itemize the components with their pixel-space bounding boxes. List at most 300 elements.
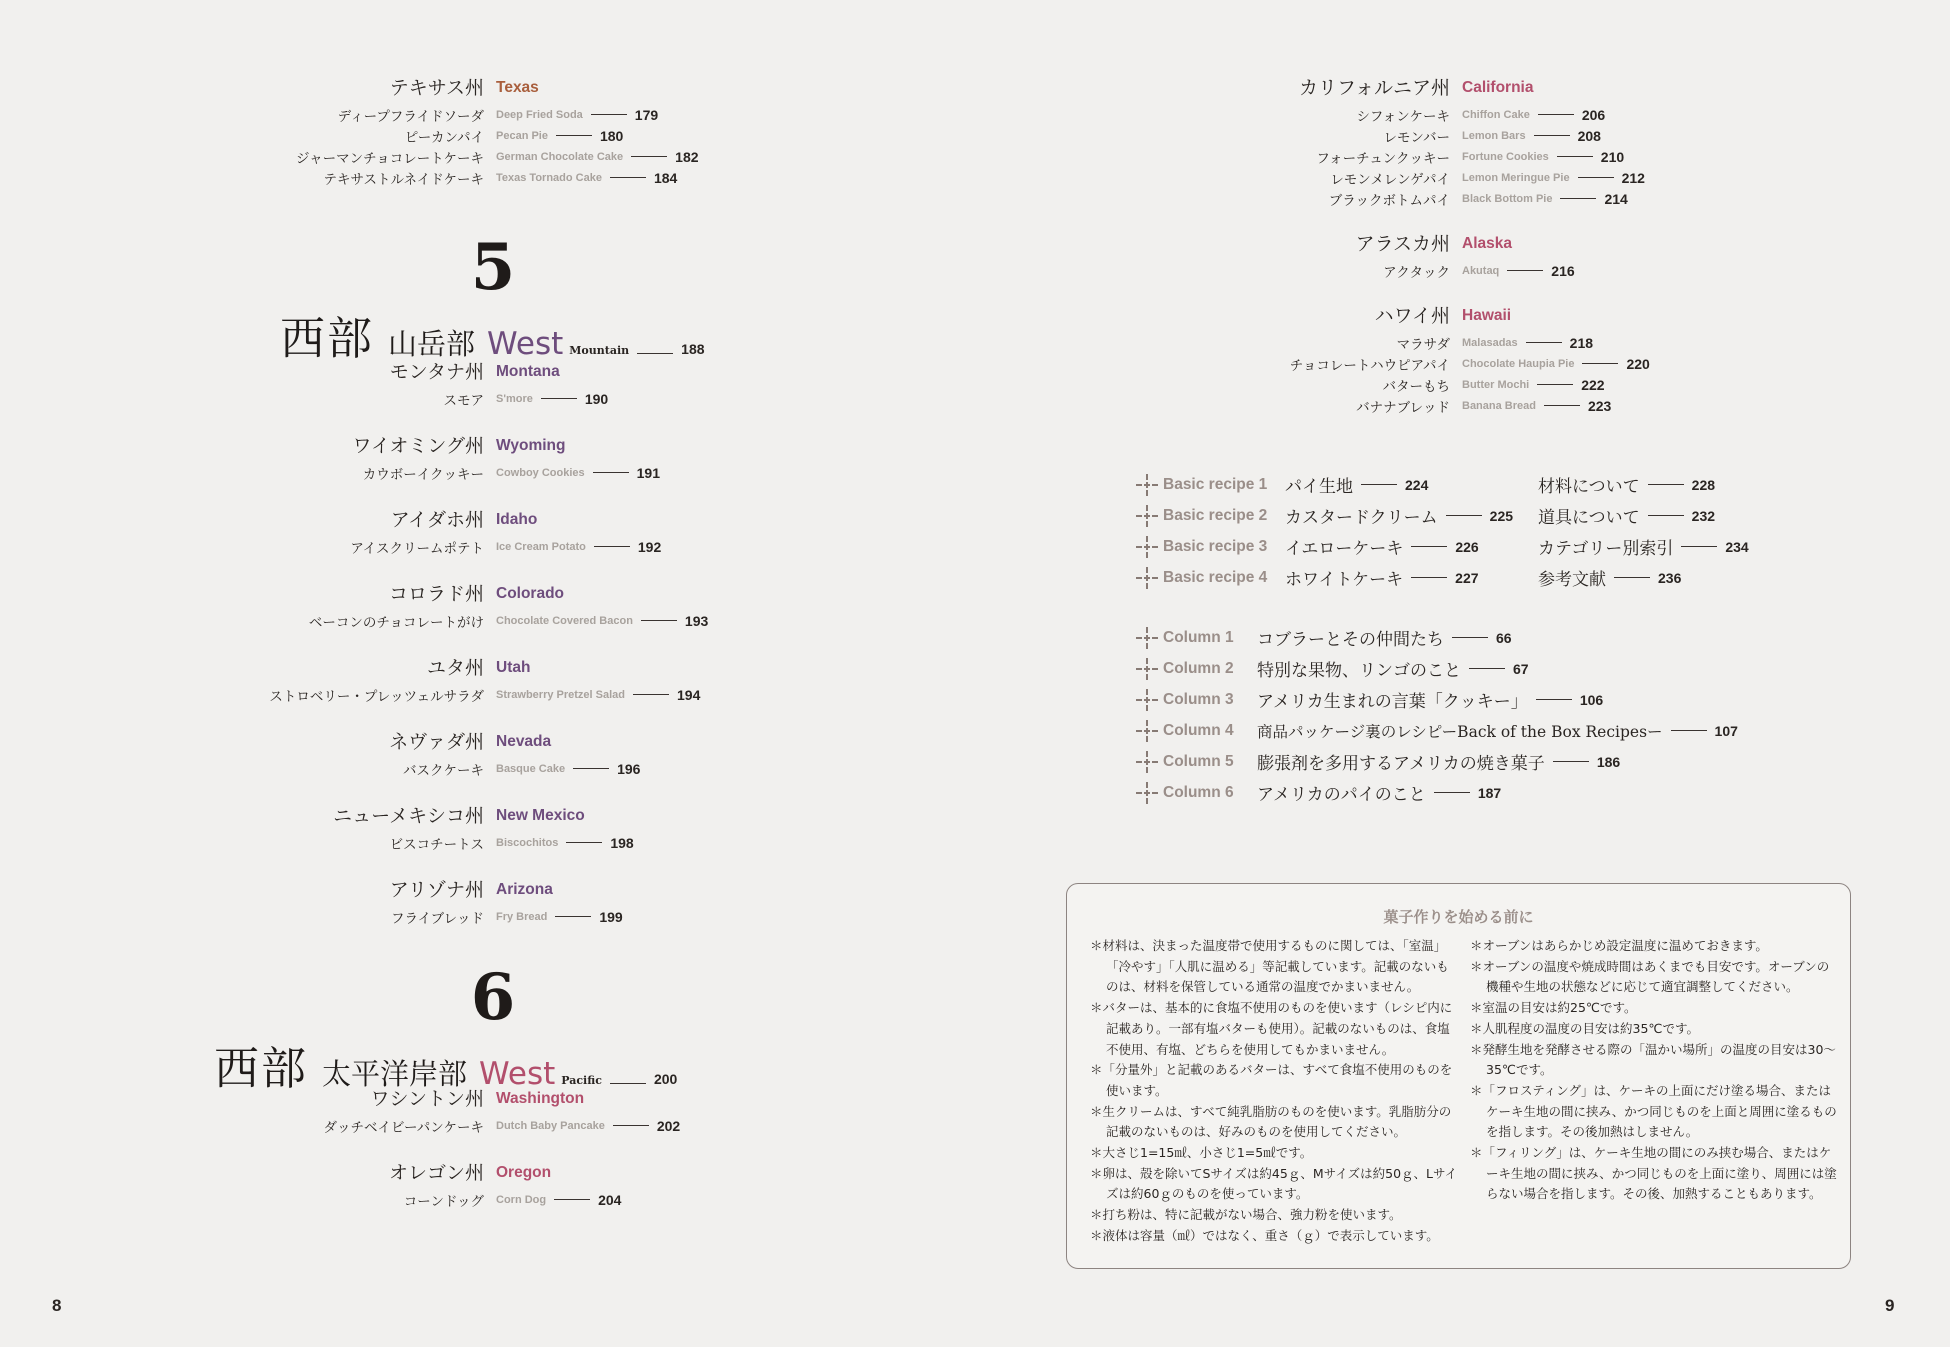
- leader-line: [1469, 668, 1505, 669]
- recipe-entry[interactable]: [224, 684, 708, 705]
- state-name-jp: ニューメキシコ州: [333, 805, 484, 827]
- chapter-number-5: 5: [470, 230, 516, 305]
- recipe-jp: コーンドッグ: [403, 1193, 484, 1210]
- basic-recipe-label: Basic recipe 1: [1163, 475, 1268, 493]
- page-number: 236: [1658, 569, 1682, 586]
- page-number: 192: [637, 538, 662, 555]
- recipe-entry[interactable]: [224, 125, 699, 146]
- dashed-cross-icon: [1136, 689, 1158, 711]
- notes-left-column: [1090, 936, 1458, 1247]
- leader-line: [556, 135, 592, 136]
- recipe-en: Ice Cream Potato: [496, 540, 586, 553]
- note-item: ＊室温の目安は約25℃です。: [1470, 1000, 1637, 1016]
- page-number: 191: [636, 464, 660, 481]
- page-number: 225: [1489, 507, 1514, 524]
- recipe-entry[interactable]: [224, 758, 708, 779]
- state-block: [224, 877, 708, 927]
- chapter-region-sub: 太平洋岸部: [322, 1057, 468, 1091]
- note-item: ＊「フィリング」は、ケーキ生地の間にのみ挟む場合、またはケーキ生地の間に挟み、かつ同じものを上面に塗り、周囲には塗らない場合を指します。その後、加熱することもあります。: [1470, 1145, 1837, 1202]
- page-number: 226: [1455, 538, 1479, 555]
- leader-line: [1411, 546, 1447, 547]
- leader-line: [1560, 198, 1596, 199]
- recipe-jp: フォーチュンクッキー: [1316, 150, 1450, 167]
- recipe-en: Pecan Pie: [496, 129, 548, 142]
- recipe-list: [1188, 332, 1650, 416]
- chapter-sub-en: Pacific: [561, 1074, 602, 1087]
- state-header[interactable]: [224, 803, 708, 829]
- recipe-list: [224, 536, 708, 557]
- page-number: 212: [1621, 169, 1645, 186]
- recipe-entry[interactable]: [224, 462, 708, 483]
- recipe-list: [224, 684, 708, 705]
- dashed-cross-icon: [1136, 627, 1158, 649]
- state-name-en: Alaska: [1462, 235, 1512, 252]
- note-item: ＊大さじ1=15㎖、小さじ1=5㎖です。: [1090, 1145, 1313, 1161]
- note-item: ＊液体は容量（㎖）ではなく、重さ（ｇ）で表示しています。: [1090, 1227, 1439, 1243]
- leader-line: [1557, 156, 1593, 157]
- recipe-en: German Chocolate Cake: [496, 150, 624, 163]
- state-header[interactable]: [224, 1086, 680, 1112]
- recipe-en: Lemon Bars: [1462, 129, 1526, 142]
- state-block: [224, 729, 708, 779]
- leader-line: [1582, 363, 1618, 364]
- state-name-jp: コロラド州: [388, 583, 484, 605]
- recipe-en: Corn Dog: [496, 1193, 547, 1206]
- other-entry-jp: 材料について: [1538, 477, 1640, 497]
- column-label: Column 4: [1163, 721, 1234, 739]
- page-number: 204: [598, 1191, 622, 1208]
- page-number-left: 8: [52, 1296, 62, 1315]
- other-entry[interactable]: [1538, 562, 1749, 593]
- column-label: Column 1: [1163, 628, 1234, 646]
- state-block: [224, 507, 708, 557]
- page-number: 206: [1581, 106, 1606, 123]
- basic-recipe-jp: カスタードクリーム: [1285, 508, 1438, 528]
- leader-line: [1452, 637, 1488, 638]
- state-name-jp: アイダホ州: [390, 509, 484, 531]
- page-number: 190: [584, 390, 609, 407]
- state-name-en: Wyoming: [496, 437, 566, 454]
- state-block: [224, 1160, 680, 1210]
- state-name-jp: アラスカ州: [1355, 233, 1450, 255]
- recipe-en: Dutch Baby Pancake: [496, 1119, 605, 1132]
- recipe-jp: カウボーイクッキー: [362, 466, 484, 483]
- state-name-en: Nevada: [496, 733, 552, 750]
- recipe-jp: チョコレートハウピアパイ: [1289, 357, 1450, 374]
- page-number: 216: [1551, 262, 1575, 279]
- chapter-sub-en: Mountain: [569, 344, 630, 357]
- recipe-entry[interactable]: [1188, 104, 1650, 125]
- state-name-en: New Mexico: [496, 807, 585, 824]
- state-block: [224, 581, 708, 631]
- basic-recipes-list: [1136, 469, 1513, 593]
- recipe-entry[interactable]: [1188, 188, 1650, 209]
- recipe-en: S'more: [496, 392, 533, 405]
- page-number: 187: [1477, 784, 1502, 801]
- recipe-list: [224, 906, 708, 927]
- other-entry[interactable]: [1538, 500, 1749, 531]
- recipe-entry[interactable]: [1188, 353, 1650, 374]
- chapter-word: West: [479, 1056, 556, 1092]
- recipe-jp: バナナブレッド: [1356, 399, 1450, 416]
- page-number: 234: [1725, 538, 1749, 555]
- state-name-jp: アリゾナ州: [389, 879, 484, 901]
- page-number: 202: [656, 1117, 681, 1134]
- recipe-entry[interactable]: [224, 1189, 680, 1210]
- dashed-cross-icon: [1136, 536, 1158, 558]
- note-item: ＊材料は、決まった温度帯で使用するものに関しては、「室温」「冷やす」「人肌に温める」等記載しています。記載のないものは、材料を保管している通常の温度でかまいません。: [1090, 938, 1449, 995]
- recipe-entry[interactable]: [224, 146, 699, 167]
- column-entry[interactable]: [1136, 715, 1738, 746]
- dashed-cross-icon: [1136, 474, 1158, 496]
- page-number: 193: [684, 612, 709, 629]
- leader-line: [610, 1083, 646, 1084]
- note-item: ＊オーブンの温度や焼成時間はあくまでも目安です。オーブンの機種や生地の状態などに応じて適宜調整してください。: [1470, 958, 1830, 995]
- recipe-en: Black Bottom Pie: [1462, 192, 1553, 205]
- column-title: アメリカ生まれの言葉「クッキー」: [1257, 692, 1528, 712]
- recipe-list: [224, 832, 708, 853]
- page-number: 186: [1596, 753, 1621, 770]
- recipe-entry[interactable]: [224, 1115, 680, 1136]
- dashed-cross-icon: [1136, 567, 1158, 589]
- recipe-entry[interactable]: [224, 388, 708, 409]
- mountain-states-list: [224, 359, 708, 927]
- page-number: 199: [599, 908, 623, 925]
- basic-recipe-label: Basic recipe 3: [1163, 537, 1268, 555]
- page-number: 196: [617, 760, 641, 777]
- leader-line: [1411, 577, 1447, 578]
- recipe-entry[interactable]: [1188, 395, 1650, 416]
- recipe-list: [224, 1115, 680, 1136]
- recipe-en: Chocolate Haupia Pie: [1462, 357, 1575, 370]
- state-block: [1188, 303, 1650, 416]
- state-block: [224, 359, 708, 409]
- state-name-en: Colorado: [496, 585, 565, 602]
- state-block: [224, 803, 708, 853]
- page-number: 67: [1513, 660, 1529, 677]
- recipe-entry[interactable]: [1188, 167, 1650, 188]
- state-header[interactable]: [224, 655, 708, 681]
- state-name-jp: モンタナ州: [389, 361, 484, 383]
- state-block: [224, 1086, 680, 1136]
- leader-line: [631, 156, 667, 157]
- basic-recipe-entry[interactable]: [1136, 500, 1513, 531]
- state-name-jp: ネヴァダ州: [389, 731, 484, 753]
- state-name-en: Oregon: [496, 1164, 552, 1181]
- basic-recipe-entry[interactable]: [1136, 469, 1513, 500]
- recipe-jp: スモア: [443, 392, 484, 409]
- recipe-en: Fry Bread: [496, 910, 548, 923]
- basic-recipe-jp: ホワイトケーキ: [1285, 570, 1404, 590]
- leader-line: [1544, 405, 1580, 406]
- recipe-jp: アイスクリームポテト: [350, 540, 484, 557]
- basic-recipe-entry[interactable]: [1136, 531, 1513, 562]
- basic-recipe-label: Basic recipe 2: [1163, 506, 1268, 524]
- leader-line: [613, 1125, 649, 1126]
- leader-line: [1614, 577, 1650, 578]
- leader-line: [566, 842, 602, 843]
- column-entry[interactable]: [1136, 684, 1738, 715]
- state-name-en: Arizona: [496, 881, 553, 898]
- note-item: ＊打ち粉は、特に記載がない場合、強力粉を使います。: [1090, 1207, 1402, 1223]
- state-name-en: Utah: [496, 659, 531, 676]
- note-item: ＊「フロスティング」は、ケーキの上面にだけ塗る場合、またはケーキ生地の間に挟み、かつ同じものを上面と周囲に塗るものを指します。その後加熱はしません。: [1470, 1082, 1837, 1140]
- state-header[interactable]: [224, 433, 708, 459]
- leader-line: [1507, 270, 1543, 271]
- page-number: 184: [653, 169, 678, 186]
- columns-list: [1136, 622, 1738, 808]
- column-entry[interactable]: [1136, 653, 1738, 684]
- recipe-en: Malasadas: [1462, 336, 1518, 349]
- state-block: [1188, 75, 1650, 209]
- page-number: 200: [653, 1071, 678, 1087]
- recipe-jp: ピーカンパイ: [404, 129, 484, 146]
- state-texas: [224, 75, 699, 188]
- dashed-cross-icon: [1136, 782, 1158, 804]
- page-number: 180: [599, 127, 624, 144]
- column-label: Column 6: [1163, 783, 1234, 801]
- column-title: コブラーとその仲間たち: [1257, 630, 1444, 650]
- page-number: 228: [1691, 476, 1716, 493]
- recipe-entry[interactable]: [224, 104, 699, 125]
- basic-recipe-label: Basic recipe 4: [1163, 568, 1268, 586]
- page-number: 188: [681, 341, 705, 357]
- state-header[interactable]: [224, 359, 708, 385]
- column-label: Column 3: [1163, 690, 1234, 708]
- recipe-jp: マラサダ: [1396, 336, 1450, 353]
- dashed-cross-icon: [1136, 720, 1158, 742]
- page-number-right: 9: [1885, 1296, 1895, 1315]
- page-number: 227: [1455, 569, 1479, 586]
- leader-line: [1434, 792, 1470, 793]
- leader-line: [1553, 761, 1589, 762]
- recipe-jp: テキサストルネイドケーキ: [323, 171, 484, 188]
- other-entry-jp: 道具について: [1538, 508, 1640, 528]
- recipe-en: Fortune Cookies: [1462, 150, 1549, 163]
- column-label: Column 2: [1163, 659, 1234, 677]
- page-number: 223: [1587, 397, 1612, 414]
- page-number: 208: [1577, 127, 1601, 144]
- leader-line: [641, 620, 677, 621]
- other-entry[interactable]: [1538, 469, 1749, 500]
- leader-line: [1526, 342, 1562, 343]
- state-name-en: Idaho: [496, 511, 538, 528]
- leader-line: [1538, 114, 1574, 115]
- other-entry-jp: 参考文献: [1538, 570, 1606, 590]
- recipe-jp: ブラックボトムパイ: [1328, 192, 1450, 209]
- page-number: 194: [677, 686, 701, 703]
- recipe-entry[interactable]: [1188, 146, 1650, 167]
- note-item: ＊卵は、殻を除いてSサイズは約45ｇ、Mサイズは約50ｇ、Lサイズは約60ｇのものを使っています。: [1090, 1165, 1458, 1202]
- notes-box: [1066, 883, 1851, 1269]
- column-label: Column 5: [1163, 752, 1234, 770]
- state-header[interactable]: [1188, 231, 1650, 257]
- recipe-jp: ベーコンのチョコレートがけ: [308, 614, 484, 631]
- dashed-cross-icon: [1136, 505, 1158, 527]
- recipe-en: Biscochitos: [496, 836, 559, 849]
- page-number: 232: [1691, 507, 1716, 524]
- leader-line: [637, 353, 673, 354]
- page-number: 179: [634, 106, 659, 123]
- note-item: ＊発酵生地を発酵させる際の「温かい場所」の温度の目安は30〜35℃です。: [1470, 1041, 1836, 1078]
- leader-line: [593, 472, 629, 473]
- leader-line: [573, 768, 609, 769]
- state-header[interactable]: [224, 729, 708, 755]
- column-title: アメリカのパイのこと: [1257, 785, 1426, 805]
- state-name-jp: テキサス州: [389, 77, 484, 99]
- leader-line: [610, 177, 646, 178]
- state-name-jp: ユタ州: [426, 657, 484, 679]
- basic-recipe-entry[interactable]: [1136, 562, 1513, 593]
- state-header[interactable]: [224, 1160, 680, 1186]
- chapter-number-6: 6: [470, 960, 516, 1035]
- recipe-jp: ディープフライドソーダ: [337, 108, 484, 125]
- recipe-entry[interactable]: [1188, 125, 1650, 146]
- state-block: [224, 433, 708, 483]
- state-header[interactable]: [224, 507, 708, 533]
- recipe-list: [224, 388, 708, 409]
- chapter-5-heading[interactable]: [280, 302, 705, 367]
- column-entry[interactable]: [1136, 622, 1738, 653]
- recipe-jp: ジャーマンチョコレートケーキ: [295, 150, 484, 167]
- chapter-region-sub: 山岳部: [388, 327, 476, 361]
- leader-line: [1648, 484, 1684, 485]
- recipe-en: Lemon Meringue Pie: [1462, 171, 1570, 184]
- recipe-en: Deep Fried Soda: [496, 108, 583, 121]
- recipe-en: Akutaq: [1462, 264, 1500, 277]
- note-item: ＊オーブンはあらかじめ設定温度に温めておきます。: [1470, 938, 1768, 953]
- leader-line: [1648, 515, 1684, 516]
- recipe-entry[interactable]: [224, 610, 708, 631]
- page-number: 106: [1579, 691, 1604, 708]
- leader-line: [1578, 177, 1614, 178]
- page-number: 107: [1714, 722, 1738, 739]
- recipe-jp: シフォンケーキ: [1356, 108, 1450, 125]
- basic-recipe-jp: イエローケーキ: [1285, 539, 1404, 559]
- other-entries-list: [1538, 469, 1749, 593]
- recipe-jp: バスクケーキ: [403, 762, 484, 779]
- chapter-region-big: 西部: [280, 312, 375, 365]
- page-number: 222: [1581, 376, 1605, 393]
- state-header[interactable]: [1188, 75, 1650, 101]
- other-entry[interactable]: [1538, 531, 1749, 562]
- recipe-list: [224, 462, 708, 483]
- page-number: 182: [675, 148, 699, 165]
- state-name-en: Montana: [496, 363, 560, 380]
- recipe-en: Texas Tornado Cake: [496, 171, 602, 184]
- state-header[interactable]: [1188, 303, 1650, 329]
- basic-recipe-jp: パイ生地: [1285, 477, 1353, 497]
- recipe-entry[interactable]: [224, 832, 708, 853]
- leader-line: [1534, 135, 1570, 136]
- state-name-jp: ハワイ州: [1374, 305, 1450, 327]
- notes-right-column: [1470, 936, 1838, 1205]
- column-title: 特別な果物、リンゴのこと: [1257, 661, 1461, 681]
- recipe-jp: ダッチベイビーパンケーキ: [323, 1119, 484, 1136]
- recipe-jp: レモンバー: [1383, 129, 1450, 146]
- state-name-jp: ワイオミング州: [352, 435, 484, 457]
- leader-line: [555, 916, 591, 917]
- dashed-cross-icon: [1136, 658, 1158, 680]
- page-number: 198: [610, 834, 634, 851]
- recipe-en: Strawberry Pretzel Salad: [496, 688, 626, 701]
- state-header[interactable]: [224, 877, 708, 903]
- dashed-cross-icon: [1136, 751, 1158, 773]
- recipe-jp: レモンメレンゲパイ: [1330, 171, 1450, 188]
- leader-line: [633, 694, 669, 695]
- page-number: 214: [1604, 190, 1628, 207]
- recipe-en: Butter Mochi: [1462, 378, 1530, 391]
- recipe-en: Chiffon Cake: [1462, 108, 1530, 121]
- chapter-region-big: 西部: [214, 1042, 309, 1095]
- leader-line: [1671, 730, 1707, 731]
- column-entry[interactable]: [1136, 746, 1738, 777]
- page-number: 218: [1569, 334, 1594, 351]
- recipe-entry[interactable]: [224, 906, 708, 927]
- leader-line: [541, 398, 577, 399]
- state-name-en: Washington: [496, 1090, 585, 1107]
- recipe-list: [224, 610, 708, 631]
- state-name-jp: オレゴン州: [388, 1162, 484, 1184]
- column-entry[interactable]: [1136, 777, 1738, 808]
- recipe-en: Cowboy Cookies: [496, 466, 585, 479]
- column-title: 商品パッケージ裏のレシピーBack of the Box Recipesー: [1257, 722, 1663, 741]
- other-entry-jp: カテゴリー別索引: [1538, 539, 1674, 559]
- recipe-jp: フライブレッド: [390, 910, 484, 927]
- page-number: 220: [1626, 355, 1650, 372]
- leader-line: [1446, 515, 1482, 516]
- state-name-jp: カリフォルニア州: [1298, 77, 1450, 99]
- note-item: ＊生クリームは、すべて純乳脂肪のものを使います。乳脂肪分の記載のないものは、好みのものを使用してください。: [1090, 1103, 1452, 1140]
- leader-line: [594, 546, 630, 547]
- leader-line: [1537, 384, 1573, 385]
- state-name-jp: ワシントン州: [370, 1088, 484, 1110]
- leader-line: [1361, 484, 1397, 485]
- state-block: [224, 655, 708, 705]
- state-header[interactable]: [224, 581, 708, 607]
- pacific-states-left: [224, 1086, 680, 1210]
- note-item: ＊人肌程度の温度の目安は約35℃です。: [1470, 1020, 1699, 1036]
- leader-line: [591, 114, 627, 115]
- recipe-list: [1188, 260, 1650, 281]
- recipe-en: Chocolate Covered Bacon: [496, 614, 633, 627]
- page-number: 224: [1405, 476, 1429, 493]
- state-block: [1188, 231, 1650, 281]
- recipe-entry[interactable]: [1188, 374, 1650, 395]
- state-name-en: Hawaii: [1462, 307, 1512, 324]
- recipe-entry[interactable]: [224, 536, 708, 557]
- recipe-en: Basque Cake: [496, 762, 566, 775]
- recipe-entry[interactable]: [224, 167, 699, 188]
- recipe-list: [1188, 104, 1650, 209]
- recipe-entry[interactable]: [1188, 260, 1650, 281]
- recipe-jp: ビスコチートス: [389, 836, 484, 853]
- recipe-jp: ストロベリー・プレッツェルサラダ: [269, 688, 484, 705]
- leader-line: [1536, 699, 1572, 700]
- note-item: ＊「分量外」と記載のあるバターは、すべて食塩不使用のものを使います。: [1090, 1062, 1453, 1098]
- page-number: 66: [1496, 629, 1512, 646]
- recipe-entry[interactable]: [1188, 332, 1650, 353]
- leader-line: [554, 1199, 590, 1200]
- recipe-jp: アクタック: [1383, 264, 1450, 281]
- recipe-list: [224, 758, 708, 779]
- leader-line: [1681, 546, 1717, 547]
- note-item: ＊バターは、基本的に食塩不使用のものを使います（レシピ内に記載あり。一部有塩バターも使用）。記載のないものは、食塩不使用、有塩、どちらを使用してもかまいません。: [1090, 1000, 1453, 1057]
- state-name-en: California: [1462, 79, 1534, 96]
- page-number: 210: [1600, 148, 1625, 165]
- pacific-states-right: [1188, 75, 1650, 416]
- state-name-en: Texas: [496, 79, 539, 96]
